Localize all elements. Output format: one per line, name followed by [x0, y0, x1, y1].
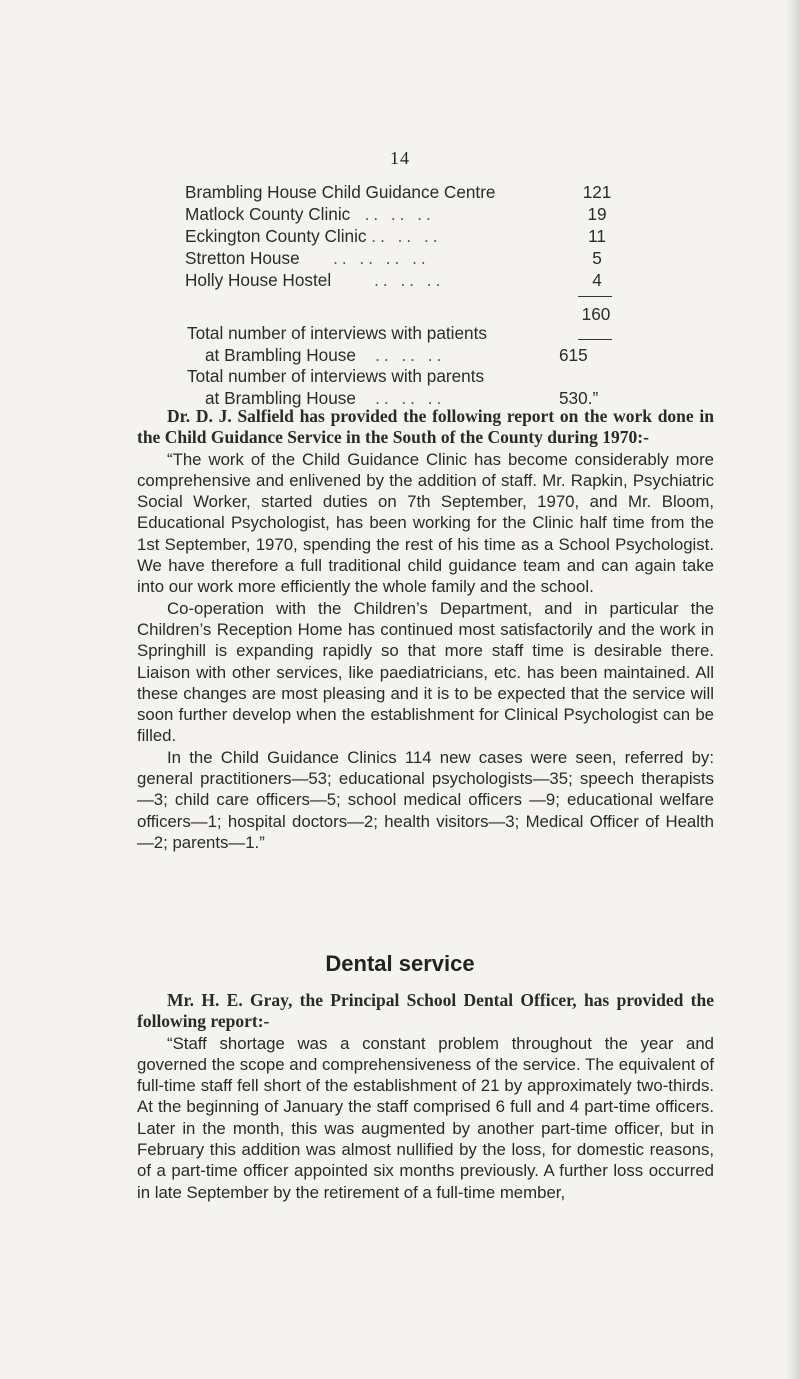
list-item — [185, 182, 615, 204]
leader-dots: .. .. .. .. — [333, 248, 430, 268]
leader-dots: .. .. .. — [364, 204, 435, 224]
gray-report — [137, 990, 714, 1203]
interview-count: 530.” — [559, 387, 599, 408]
clinic-name: Holly House Hostel — [185, 270, 332, 290]
interview-count: 615 — [559, 344, 588, 365]
clinic-count: 4 — [592, 270, 602, 290]
interview-label: at Brambling House — [205, 387, 356, 408]
gray-intro: Mr. H. E. Gray, the Principal School Dental Officer, has provided the following report:- — [137, 990, 714, 1032]
list-item — [185, 204, 615, 226]
list-item — [187, 366, 617, 388]
list-item — [185, 270, 615, 292]
report-paragraph: In the Child Guidance Clinics 114 new cases were seen, referred by: general practitioners—53; educational psychologists—35; speech therapists—3; child care officers—5; school medical officers —9; educational welfare officers—1; hospital doctors—2; health visitors—3; Medical Officer of Health—2; parents—1.” — [137, 747, 714, 852]
leader-dots: .. .. .. — [374, 270, 445, 290]
list-item — [187, 323, 617, 345]
report-paragraph: “The work of the Child Guidance Clinic has become considerably more comprehensive and enlivened by the addition of staff. Mr. Rapkin, Psychiatric Social Worker, started duties on 7th September, 1970, and Mr. Bloom, Educational Psychologist, has been working for the Clinic half time from the 1st September, 1970, spending the rest of his time as a School Psychologist. We have therefore a full traditional child guidance team and can again take into our work more efficiently the whole family and the school. — [137, 449, 714, 597]
list-item — [187, 345, 617, 367]
leader-dots: .. .. .. — [371, 226, 442, 246]
interview-label: Total number of interviews with parents — [187, 366, 485, 386]
page-number: 14 — [390, 148, 410, 168]
salfield-intro: Dr. D. J. Salfield has provided the following report on the work done in the Child Guidance Service in the South of the County during 1970:- — [137, 406, 714, 448]
clinic-count: 19 — [587, 204, 607, 224]
clinic-count: 5 — [592, 248, 602, 268]
clinic-count: 121 — [582, 182, 612, 202]
clinic-name: Stretton House — [185, 248, 300, 268]
report-paragraph: Co-operation with the Children’s Department, and in particular the Children’s Reception Home has continued most satisfactorily and the work in Springhill is expanding rapidly so that more staff time is desirable there. Liaison with other services, like paediatricians, etc. has been maintained. All these changes are most pleasing and it is to be expected that the service will soon further develop when the establishment for Clinical Psychologist can be filled. — [137, 598, 714, 746]
clinic-name: Eckington County Clinic — [185, 226, 367, 246]
clinic-name: Matlock County Clinic — [185, 204, 351, 224]
interview-totals — [187, 323, 617, 409]
leader-dots: .. .. .. — [375, 387, 446, 408]
clinics-total: 160 — [581, 304, 611, 324]
leader-dots: .. .. .. — [375, 344, 446, 365]
list-item — [185, 226, 615, 248]
page-edge-shadow — [786, 0, 800, 1379]
clinic-count: 11 — [588, 226, 606, 246]
interview-label: at Brambling House — [205, 344, 356, 365]
list-item — [185, 248, 615, 270]
clinic-list — [185, 182, 615, 292]
section-heading: Dental service — [325, 951, 475, 976]
interview-label: Total number of interviews with patients — [187, 323, 487, 343]
report-paragraph: “Staff shortage was a constant problem throughout the year and governed the scope and comprehensiveness of the service. The equivalent of full-time staff fell short of the establishment of 21 by approximately two-thirds. At the beginning of January the staff comprised 6 full and 4 part-time officers. Later in the month, this was augmented by another part-time officer, but in February this addition was almost nullified by the loss, for domestic reasons, of a part-time officer appointed six months previously. A further loss occurred in late September by the retirement of a full-time member, — [137, 1033, 714, 1202]
salfield-report — [137, 406, 714, 853]
sum-rule — [578, 296, 612, 297]
clinic-name: Brambling House Child Guidance Centre — [185, 182, 496, 202]
